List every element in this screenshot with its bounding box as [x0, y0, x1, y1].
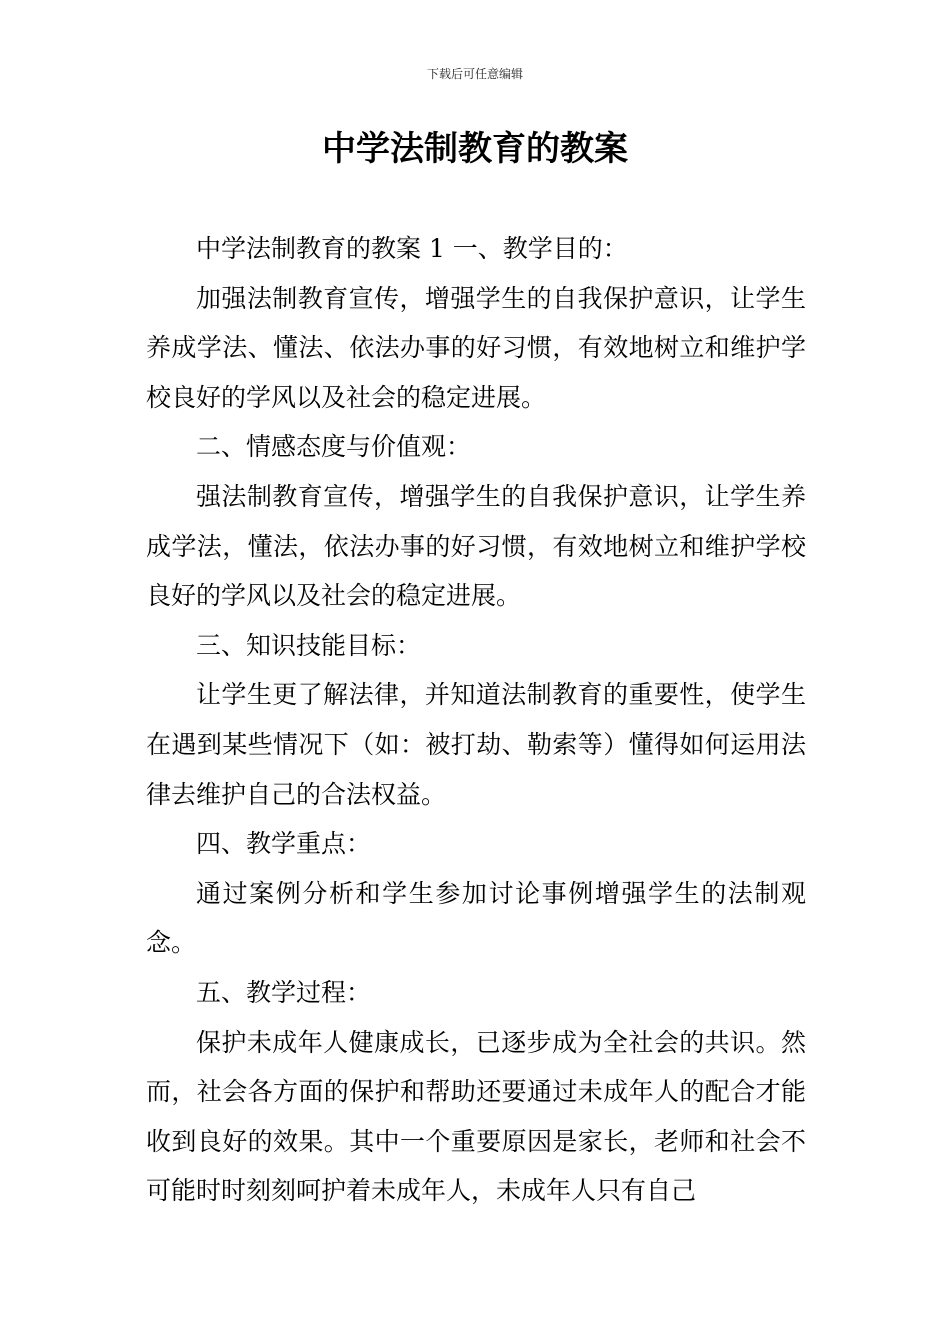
paragraph-skills-heading: 三、知识技能目标：	[196, 630, 422, 660]
paragraph-skills-text: 让学生更了解法律，并知道法制教育的重要性，使学生在遇到某些情况下（如：被打劫、勒索等）懂得如何运用法律去维护自己的合法权益。	[146, 680, 806, 809]
paragraph-objective-text: 加强法制教育宣传，增强学生的自我保护意识，让学生养成学法、懂法、依法办事的好习惯，有效地树立和维护学校良好的学风以及社会的稳定进展。	[146, 283, 806, 412]
document-body	[146, 224, 806, 1216]
header-note: 下载后可任意编辑	[426, 67, 523, 81]
paragraph-process-text: 保护未成年人健康成长，已逐步成为全社会的共识。然而，社会各方面的保护和帮助还要通过未成年人的配合才能收到良好的效果。其中一个重要原因是家长，老师和社会不可能时时刻刻呵护着未成年人，未成年人只有自己	[146, 1027, 806, 1206]
paragraph-process-heading: 五、教学过程：	[196, 977, 372, 1007]
document-title: 中学法制教育的教案	[322, 129, 628, 169]
paragraph-values-text: 强法制教育宣传，增强学生的自我保护意识，让学生养成学法，懂法，依法办事的好习惯，有效地树立和维护学校良好的学风以及社会的稳定进展。	[146, 481, 806, 611]
paragraph-focus-heading: 四、教学重点：	[196, 829, 372, 859]
paragraph-values-heading: 二、情感态度与价值观：	[196, 432, 472, 462]
paragraph-focus-text: 通过案例分析和学生参加讨论事例增强学生的法制观念。	[146, 878, 806, 958]
paragraph-objective-heading: 中学法制教育的教案 1 一、教学目的：	[196, 234, 628, 263]
